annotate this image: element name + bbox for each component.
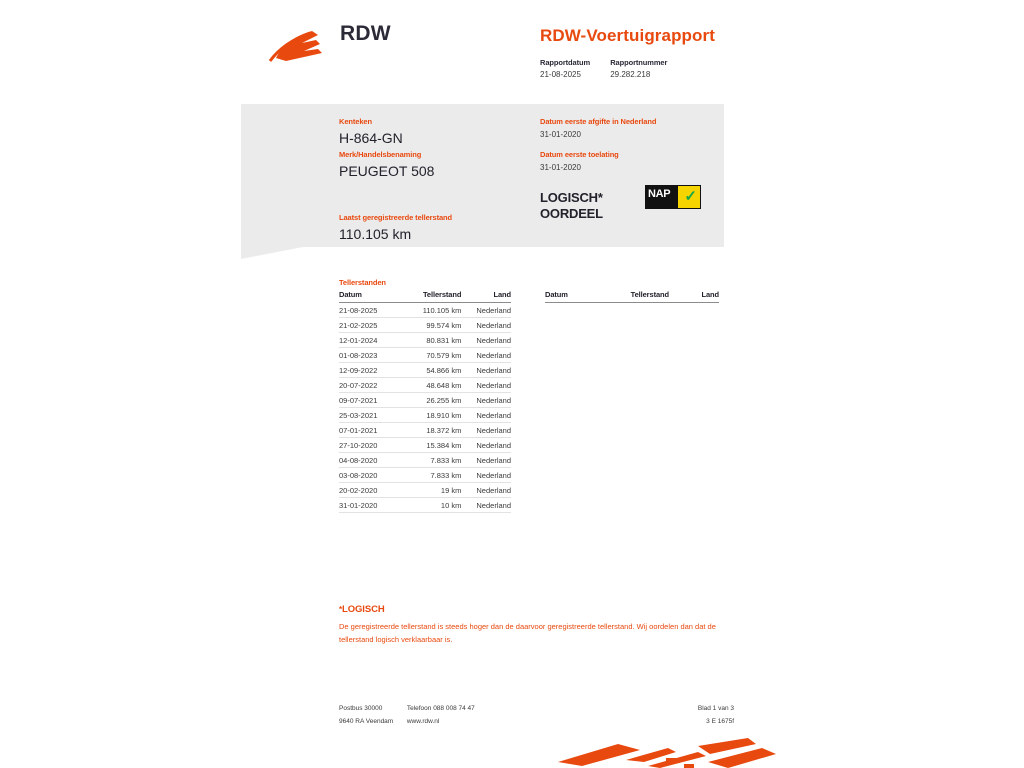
cell-date: 25-03-2021 xyxy=(339,408,400,423)
cell-country: Nederland xyxy=(463,378,511,393)
cell-reading: 48.648 km xyxy=(400,378,463,393)
cell-date: 04-08-2020 xyxy=(339,453,400,468)
rdw-logo xyxy=(268,22,528,72)
cell-date: 20-07-2022 xyxy=(339,378,400,393)
report-number-label: Rapportnummer xyxy=(610,58,668,67)
readings-table-right xyxy=(545,290,719,303)
footer-phone: Telefoon 088 008 74 47 xyxy=(406,705,475,712)
column-header-date: Datum xyxy=(545,290,607,303)
column-header-country: Land xyxy=(463,290,511,303)
footnote-title-text: LOGISCH xyxy=(342,604,385,615)
cell-country: Nederland xyxy=(463,348,511,363)
cell-date: 12-09-2022 xyxy=(339,363,400,378)
cell-reading: 80.831 km xyxy=(400,333,463,348)
judgement-line-1: LOGISCH* xyxy=(540,190,603,205)
footer-address xyxy=(339,702,405,728)
page-info: Blad 1 van 3 xyxy=(697,705,734,712)
form-code: 3 E 1675f xyxy=(706,718,734,725)
last-reading-field xyxy=(339,213,452,242)
table-row xyxy=(339,423,511,438)
cell-country: Nederland xyxy=(463,363,511,378)
first-admission-field xyxy=(540,150,619,172)
column-header-date: Datum xyxy=(339,290,400,303)
nap-badge xyxy=(645,185,701,209)
logisch-footnote xyxy=(339,604,734,646)
table-row xyxy=(339,408,511,423)
column-header-reading: Tellerstand xyxy=(607,290,671,303)
table-row xyxy=(339,393,511,408)
make-label: Merk/Handelsbenaming xyxy=(339,150,422,159)
report-date xyxy=(540,58,608,79)
cell-date: 31-01-2020 xyxy=(339,498,400,513)
table-row xyxy=(339,378,511,393)
rdw-stripes-icon xyxy=(548,738,788,768)
cell-country: Nederland xyxy=(463,468,511,483)
report-number-value: 29.282.218 xyxy=(610,70,651,79)
footnote-body: De geregistreerde tellerstand is steeds hoger dan de daarvoor geregistreerde tellerstand. Wij oordelen dan dat de tellerstand logisch verklaarbaar is. xyxy=(339,622,716,644)
cell-country: Nederland xyxy=(463,318,511,333)
first-issue-field xyxy=(540,117,656,139)
cell-reading: 26.255 km xyxy=(400,393,463,408)
table-row xyxy=(339,438,511,453)
cell-reading: 99.574 km xyxy=(400,318,463,333)
logo-text: RDW xyxy=(340,22,391,45)
first-issue-value: 31-01-2020 xyxy=(540,130,581,139)
footer-address-line-2: 9640 RA Veendam xyxy=(339,718,394,725)
cell-country: Nederland xyxy=(463,408,511,423)
footer-address-line-1: Postbus 30000 xyxy=(339,705,383,712)
column-header-reading: Tellerstand xyxy=(400,290,463,303)
cell-date: 27-10-2020 xyxy=(339,438,400,453)
cell-date: 03-08-2020 xyxy=(339,468,400,483)
bottom-decoration-graphic xyxy=(548,738,788,768)
footer-website[interactable]: www.rdw.nl xyxy=(406,718,440,725)
report-date-label: Rapportdatum xyxy=(540,58,591,67)
cell-reading: 19 km xyxy=(400,483,463,498)
make-value: PEUGEOT 508 xyxy=(339,163,435,179)
licence-plate-label: Kenteken xyxy=(339,117,372,126)
rdw-arrow-logo-icon xyxy=(268,28,330,64)
table-header-row xyxy=(339,290,511,303)
check-mark-icon: ✓ xyxy=(684,188,697,205)
document-title: RDW-Voertuigrapport xyxy=(540,26,716,45)
readings-table-left xyxy=(339,290,511,513)
cell-reading: 7.833 km xyxy=(400,453,463,468)
licence-plate-value: H-864-GN xyxy=(339,130,403,146)
footer-right xyxy=(630,702,734,728)
cell-reading: 15.384 km xyxy=(400,438,463,453)
table-row xyxy=(339,498,511,513)
cell-date: 21-02-2025 xyxy=(339,318,400,333)
nap-badge-text: NAP xyxy=(648,188,671,200)
table-row xyxy=(339,348,511,363)
last-reading-value: 110.105 km xyxy=(339,226,412,242)
cell-country: Nederland xyxy=(463,498,511,513)
table-row xyxy=(339,333,511,348)
first-admission-label: Datum eerste toelating xyxy=(540,150,619,159)
panel-notch-decoration xyxy=(241,247,303,259)
cell-reading: 70.579 km xyxy=(400,348,463,363)
cell-country: Nederland xyxy=(463,483,511,498)
judgement-text xyxy=(540,190,603,222)
table-row xyxy=(339,483,511,498)
footnote-star: * xyxy=(339,605,343,614)
cell-date: 01-08-2023 xyxy=(339,348,400,363)
report-date-value: 21-08-2025 xyxy=(540,70,581,79)
cell-date: 07-01-2021 xyxy=(339,423,400,438)
cell-reading: 7.833 km xyxy=(400,468,463,483)
cell-date: 12-01-2024 xyxy=(339,333,400,348)
judgement-line-2: OORDEEL xyxy=(540,206,603,221)
table-header-row xyxy=(545,290,719,303)
table-row xyxy=(339,363,511,378)
table-row xyxy=(339,468,511,483)
cell-country: Nederland xyxy=(463,333,511,348)
table-row xyxy=(339,453,511,468)
footnote-title xyxy=(339,604,734,615)
report-number xyxy=(610,58,667,79)
cell-country: Nederland xyxy=(463,303,511,318)
licence-plate-field xyxy=(339,117,403,146)
make-field xyxy=(339,150,434,179)
table-row xyxy=(339,318,511,333)
cell-date: 20-02-2020 xyxy=(339,483,400,498)
cell-reading: 10 km xyxy=(400,498,463,513)
first-admission-value: 31-01-2020 xyxy=(540,163,581,172)
cell-reading: 18.372 km xyxy=(400,423,463,438)
cell-country: Nederland xyxy=(463,453,511,468)
last-reading-label: Laatst geregistreerde tellerstand xyxy=(339,213,452,222)
table-row xyxy=(339,303,511,318)
report-meta xyxy=(540,58,800,79)
cell-date: 21-08-2025 xyxy=(339,303,400,318)
readings-title: Tellerstanden xyxy=(339,278,386,287)
cell-country: Nederland xyxy=(463,393,511,408)
first-issue-label: Datum eerste afgifte in Nederland xyxy=(540,117,657,126)
column-header-country: Land xyxy=(671,290,719,303)
cell-reading: 54.866 km xyxy=(400,363,463,378)
cell-country: Nederland xyxy=(463,423,511,438)
cell-reading: 18.910 km xyxy=(400,408,463,423)
footer-contact xyxy=(407,702,527,728)
cell-country: Nederland xyxy=(463,438,511,453)
cell-date: 09-07-2021 xyxy=(339,393,400,408)
cell-reading: 110.105 km xyxy=(400,303,463,318)
